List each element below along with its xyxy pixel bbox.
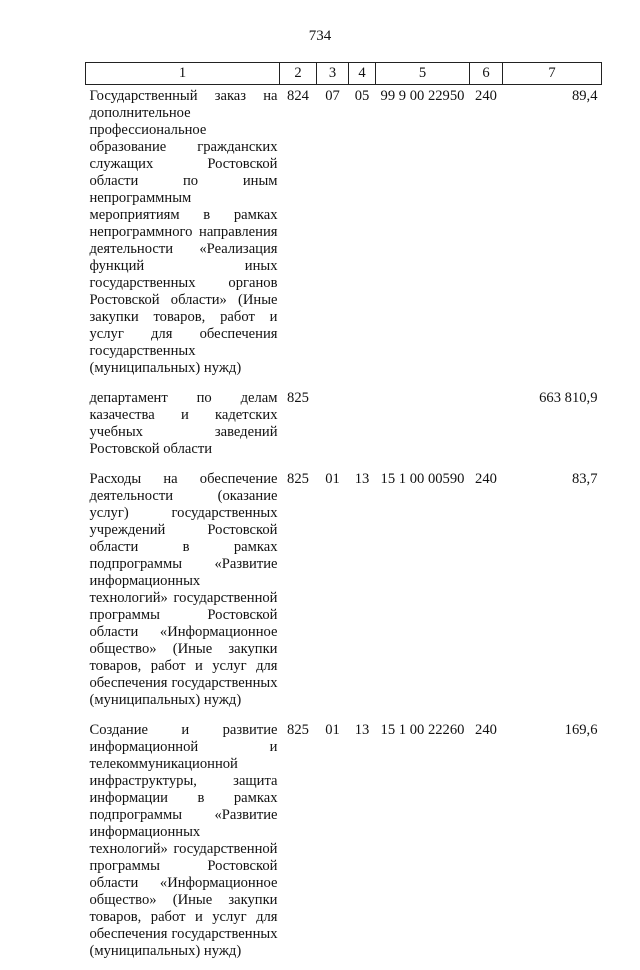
row-section-code: 01 bbox=[325, 722, 340, 738]
row-ministry-code: 825 bbox=[287, 390, 309, 406]
row-amount: 663 810,9 bbox=[539, 390, 598, 406]
header-col-5: 5 bbox=[376, 63, 470, 85]
header-col-2: 2 bbox=[280, 63, 317, 85]
table-header-row bbox=[86, 63, 602, 85]
row-ministry-code: 824 bbox=[287, 88, 309, 104]
row-expense-type: 240 bbox=[475, 722, 497, 738]
header-col-6: 6 bbox=[470, 63, 503, 85]
table-row bbox=[86, 719, 602, 970]
row-description: департамент по делам казачества и кадетских учебных заведений Ростовской области bbox=[89, 390, 278, 457]
row-amount: 89,4 bbox=[571, 88, 598, 104]
row-ministry-code: 825 bbox=[287, 722, 309, 738]
row-target-article: 15 1 00 00590 bbox=[380, 471, 465, 487]
row-subsection-code bbox=[349, 387, 376, 468]
header-col-1: 1 bbox=[86, 63, 280, 85]
row-expense-type bbox=[470, 387, 503, 468]
row-description: Создание и развитие информационной и телекоммуникационной инфраструктуры, защита информации в рамках подпрограммы «Развитие информационных технологий» государственной программы Ростовской области «Информационное общество» (Иные закупки товаров, работ и услуг для обеспечения государственных (муниципальных) нужд) bbox=[89, 722, 278, 959]
row-expense-type: 240 bbox=[475, 88, 497, 104]
row-description: Расходы на обеспечение деятельности (оказание услуг) государственных учреждений Ростовской области в рамках подпрограммы «Развитие информационных технологий» государственной программы Ростовской области «Информационное общество» (Иные закупки товаров, работ и услуг для обеспечения государственных (муниципальных) нужд) bbox=[89, 471, 278, 708]
budget-table bbox=[85, 62, 602, 970]
row-target-article bbox=[376, 387, 470, 468]
row-target-article: 99 9 00 22950 bbox=[380, 88, 465, 104]
table-row bbox=[86, 468, 602, 719]
row-section-code: 07 bbox=[325, 88, 340, 104]
row-subsection-code: 13 bbox=[354, 471, 370, 487]
row-section-code: 01 bbox=[325, 471, 340, 487]
row-subsection-code: 05 bbox=[354, 88, 370, 104]
row-amount: 169,6 bbox=[564, 722, 598, 738]
header-col-3: 3 bbox=[317, 63, 349, 85]
row-ministry-code: 825 bbox=[287, 471, 309, 487]
row-amount: 83,7 bbox=[571, 471, 598, 487]
row-subsection-code: 13 bbox=[354, 722, 370, 738]
row-description: Государственный заказ на дополнительное профессиональное образование гражданских служащих Ростовской области по иным непрограммным мероприятиям в рамках непрограммного направления деятельности «Реализация функций иных государственных органов Ростовской области» (Иные закупки товаров, работ и услуг для обеспечения государственных (муниципальных) нужд) bbox=[89, 88, 278, 376]
row-section-code bbox=[317, 387, 349, 468]
table-row bbox=[86, 85, 602, 388]
row-target-article: 15 1 00 22260 bbox=[380, 722, 465, 738]
row-expense-type: 240 bbox=[475, 471, 497, 487]
table-row bbox=[86, 387, 602, 468]
header-col-4: 4 bbox=[349, 63, 376, 85]
page-number: 734 bbox=[308, 28, 332, 44]
header-col-7: 7 bbox=[503, 63, 602, 85]
